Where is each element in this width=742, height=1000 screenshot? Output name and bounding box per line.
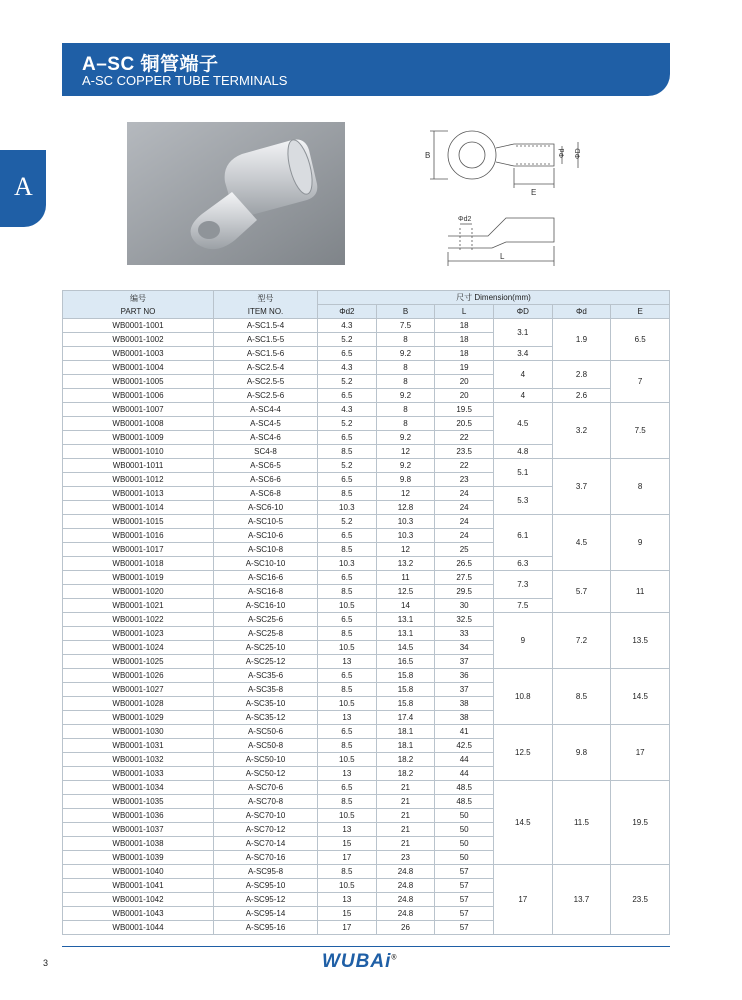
title-banner — [62, 43, 670, 96]
table-row — [63, 613, 670, 627]
L-cell: 24 — [435, 515, 494, 529]
part-no-cell: WB0001-1031 — [63, 739, 214, 753]
item-no-cell: A-SC6-5 — [214, 459, 318, 473]
L-cell: 23 — [435, 473, 494, 487]
table-row — [63, 361, 670, 375]
item-no-cell: A-SC4-4 — [214, 403, 318, 417]
part-no-cell: WB0001-1039 — [63, 851, 214, 865]
part-no-cell: WB0001-1019 — [63, 571, 214, 585]
B-cell: 9.8 — [376, 473, 435, 487]
part-no-cell: WB0001-1005 — [63, 375, 214, 389]
brand-logo: WUBAi® — [322, 951, 398, 972]
table-row — [63, 403, 670, 417]
B-cell: 23 — [376, 851, 435, 865]
item-no-cell: A-SC10-5 — [214, 515, 318, 529]
L-cell: 48.5 — [435, 795, 494, 809]
L-cell: 24 — [435, 501, 494, 515]
d2-cell: 10.5 — [318, 809, 377, 823]
B-cell: 14 — [376, 599, 435, 613]
part-no-cell: WB0001-1020 — [63, 585, 214, 599]
B-cell: 12 — [376, 543, 435, 557]
item-no-cell: A-SC95-8 — [214, 865, 318, 879]
E-cell: 8 — [611, 459, 670, 515]
footer-divider — [62, 946, 670, 947]
L-cell: 24 — [435, 487, 494, 501]
item-no-cell: A-SC50-6 — [214, 725, 318, 739]
L-cell: 42.5 — [435, 739, 494, 753]
item-no-cell: A-SC1.5-6 — [214, 347, 318, 361]
L-cell: 57 — [435, 907, 494, 921]
B-cell: 13.2 — [376, 557, 435, 571]
part-no-cell: WB0001-1021 — [63, 599, 214, 613]
d2-cell: 6.5 — [318, 781, 377, 795]
B-cell: 12.8 — [376, 501, 435, 515]
part-no-cell: WB0001-1042 — [63, 893, 214, 907]
d2-cell: 6.5 — [318, 431, 377, 445]
part-no-cell: WB0001-1035 — [63, 795, 214, 809]
d2-cell: 4.3 — [318, 319, 377, 333]
label-L: L — [500, 252, 505, 261]
col-d: Φd — [552, 305, 611, 319]
d2-cell: 5.2 — [318, 333, 377, 347]
B-cell: 10.3 — [376, 529, 435, 543]
part-no-cell: WB0001-1017 — [63, 543, 214, 557]
d2-cell: 13 — [318, 823, 377, 837]
table-row — [63, 781, 670, 795]
L-cell: 44 — [435, 753, 494, 767]
B-cell: 17.4 — [376, 711, 435, 725]
d-cell: 8.5 — [552, 669, 611, 725]
item-no-cell: A-SC35-6 — [214, 669, 318, 683]
B-cell: 18.1 — [376, 739, 435, 753]
D-cell: 4.8 — [493, 445, 552, 459]
item-no-cell: A-SC25-10 — [214, 641, 318, 655]
part-no-cell: WB0001-1033 — [63, 767, 214, 781]
D-cell: 5.3 — [493, 487, 552, 515]
item-no-cell: A-SC25-12 — [214, 655, 318, 669]
part-no-cell: WB0001-1007 — [63, 403, 214, 417]
D-cell: 9 — [493, 613, 552, 669]
D-cell: 4 — [493, 389, 552, 403]
d2-cell: 8.5 — [318, 795, 377, 809]
B-cell: 7.5 — [376, 319, 435, 333]
d-cell: 4.5 — [552, 515, 611, 571]
item-no-cell: A-SC50-10 — [214, 753, 318, 767]
part-no-cell: WB0001-1037 — [63, 823, 214, 837]
label-D: ΦD — [575, 148, 582, 159]
table-row — [63, 725, 670, 739]
L-cell: 50 — [435, 837, 494, 851]
part-no-cell: WB0001-1044 — [63, 921, 214, 935]
d2-cell: 5.2 — [318, 417, 377, 431]
table-row — [63, 515, 670, 529]
dimension-diagram — [420, 118, 590, 273]
L-cell: 26.5 — [435, 557, 494, 571]
L-cell: 20 — [435, 375, 494, 389]
item-no-cell: A-SC95-10 — [214, 879, 318, 893]
d2-cell: 10.5 — [318, 879, 377, 893]
section-letter: A — [14, 172, 33, 201]
d2-cell: 8.5 — [318, 865, 377, 879]
D-cell: 17 — [493, 865, 552, 935]
table-row — [63, 319, 670, 333]
B-cell: 9.2 — [376, 389, 435, 403]
L-cell: 37 — [435, 683, 494, 697]
L-cell: 33 — [435, 627, 494, 641]
D-cell: 3.1 — [493, 319, 552, 347]
item-no-cell: A-SC16-8 — [214, 585, 318, 599]
item-no-cell: A-SC2.5-5 — [214, 375, 318, 389]
part-no-cell: WB0001-1014 — [63, 501, 214, 515]
page-number: 3 — [43, 958, 49, 968]
part-no-cell: WB0001-1012 — [63, 473, 214, 487]
item-no-cell: A-SC4-5 — [214, 417, 318, 431]
part-no-cell: WB0001-1026 — [63, 669, 214, 683]
label-d: Φd — [559, 148, 566, 158]
B-cell: 15.8 — [376, 669, 435, 683]
d2-cell: 8.5 — [318, 683, 377, 697]
L-cell: 34 — [435, 641, 494, 655]
d2-cell: 5.2 — [318, 459, 377, 473]
part-no-cell: WB0001-1034 — [63, 781, 214, 795]
B-cell: 24.8 — [376, 893, 435, 907]
D-cell: 5.1 — [493, 459, 552, 487]
label-B: B — [425, 151, 431, 160]
item-no-cell: A-SC95-16 — [214, 921, 318, 935]
B-cell: 9.2 — [376, 431, 435, 445]
part-no-cell: WB0001-1009 — [63, 431, 214, 445]
B-cell: 16.5 — [376, 655, 435, 669]
d2-cell: 8.5 — [318, 543, 377, 557]
d2-cell: 6.5 — [318, 389, 377, 403]
d2-cell: 10.5 — [318, 697, 377, 711]
part-no-cell: WB0001-1016 — [63, 529, 214, 543]
E-cell: 19.5 — [611, 781, 670, 865]
part-no-cell: WB0001-1018 — [63, 557, 214, 571]
D-cell: 3.4 — [493, 347, 552, 361]
D-cell: 14.5 — [493, 781, 552, 865]
part-no-cell: WB0001-1029 — [63, 711, 214, 725]
d-cell: 3.2 — [552, 403, 611, 459]
part-no-cell: WB0001-1023 — [63, 627, 214, 641]
part-no-cell: WB0001-1032 — [63, 753, 214, 767]
part-no-cell: WB0001-1004 — [63, 361, 214, 375]
item-no-cell: A-SC6-6 — [214, 473, 318, 487]
B-cell: 15.8 — [376, 683, 435, 697]
L-cell: 48.5 — [435, 781, 494, 795]
part-no-cell: WB0001-1001 — [63, 319, 214, 333]
D-cell: 6.1 — [493, 515, 552, 557]
d2-cell: 8.5 — [318, 445, 377, 459]
col-D: ΦD — [493, 305, 552, 319]
d2-cell: 8.5 — [318, 487, 377, 501]
B-cell: 9.2 — [376, 459, 435, 473]
B-cell: 12.5 — [376, 585, 435, 599]
L-cell: 18 — [435, 347, 494, 361]
d-cell: 5.7 — [552, 571, 611, 613]
B-cell: 24.8 — [376, 879, 435, 893]
item-no-cell: A-SC35-12 — [214, 711, 318, 725]
section-tab — [0, 150, 46, 227]
B-cell: 18.1 — [376, 725, 435, 739]
item-no-cell: A-SC10-6 — [214, 529, 318, 543]
part-no-cell: WB0001-1027 — [63, 683, 214, 697]
item-no-cell: A-SC16-6 — [214, 571, 318, 585]
d2-cell: 4.3 — [318, 361, 377, 375]
table-row — [63, 459, 670, 473]
d2-cell: 13 — [318, 893, 377, 907]
L-cell: 30 — [435, 599, 494, 613]
col-E: E — [611, 305, 670, 319]
D-cell: 12.5 — [493, 725, 552, 781]
L-cell: 18 — [435, 333, 494, 347]
L-cell: 50 — [435, 851, 494, 865]
B-cell: 8 — [376, 361, 435, 375]
d2-cell: 15 — [318, 907, 377, 921]
B-cell: 24.8 — [376, 907, 435, 921]
d2-cell: 8.5 — [318, 627, 377, 641]
B-cell: 11 — [376, 571, 435, 585]
part-no-cell: WB0001-1015 — [63, 515, 214, 529]
part-no-cell: WB0001-1008 — [63, 417, 214, 431]
d2-cell: 6.5 — [318, 669, 377, 683]
item-no-cell: A-SC70-16 — [214, 851, 318, 865]
part-no-cell: WB0001-1006 — [63, 389, 214, 403]
item-no-cell: A-SC50-8 — [214, 739, 318, 753]
E-cell: 7.5 — [611, 403, 670, 459]
B-cell: 26 — [376, 921, 435, 935]
item-no-cell: A-SC6-8 — [214, 487, 318, 501]
title-cn: A–SC 铜管端子 — [82, 54, 219, 75]
item-no-cell: A-SC1.5-5 — [214, 333, 318, 347]
item-no-cell: A-SC10-8 — [214, 543, 318, 557]
B-cell: 12 — [376, 445, 435, 459]
item-no-cell: A-SC10-10 — [214, 557, 318, 571]
spec-table-body — [63, 319, 670, 935]
d2-cell: 6.5 — [318, 529, 377, 543]
item-no-cell: A-SC70-12 — [214, 823, 318, 837]
d2-cell: 10.5 — [318, 753, 377, 767]
L-cell: 41 — [435, 725, 494, 739]
d-cell: 9.8 — [552, 725, 611, 781]
d-cell: 2.6 — [552, 389, 611, 403]
L-cell: 20.5 — [435, 417, 494, 431]
L-cell: 19 — [435, 361, 494, 375]
dimension-header: 尺寸 Dimension(mm) — [318, 291, 670, 305]
d2-cell: 6.5 — [318, 613, 377, 627]
L-cell: 44 — [435, 767, 494, 781]
d2-cell: 13 — [318, 711, 377, 725]
item-no-cell: A-SC35-8 — [214, 683, 318, 697]
L-cell: 25 — [435, 543, 494, 557]
B-cell: 18.2 — [376, 767, 435, 781]
d-cell: 13.7 — [552, 865, 611, 935]
item-no-cell: A-SC35-10 — [214, 697, 318, 711]
E-cell: 6.5 — [611, 319, 670, 361]
d-cell: 3.7 — [552, 459, 611, 515]
L-cell: 38 — [435, 711, 494, 725]
d2-cell: 6.5 — [318, 571, 377, 585]
L-cell: 20 — [435, 389, 494, 403]
B-cell: 9.2 — [376, 347, 435, 361]
B-cell: 13.1 — [376, 627, 435, 641]
part-no-cell: WB0001-1043 — [63, 907, 214, 921]
B-cell: 24.8 — [376, 865, 435, 879]
L-cell: 50 — [435, 823, 494, 837]
d-cell: 11.5 — [552, 781, 611, 865]
L-cell: 38 — [435, 697, 494, 711]
part-no-cell: WB0001-1040 — [63, 865, 214, 879]
part-no-cell: WB0001-1025 — [63, 655, 214, 669]
d2-cell: 5.2 — [318, 515, 377, 529]
B-cell: 18.2 — [376, 753, 435, 767]
table-row — [63, 389, 670, 403]
part-no-cell: WB0001-1002 — [63, 333, 214, 347]
part-no-header: 编号 PART NO — [63, 291, 214, 319]
L-cell: 22 — [435, 431, 494, 445]
B-cell: 8 — [376, 333, 435, 347]
item-no-cell: A-SC70-6 — [214, 781, 318, 795]
part-no-cell: WB0001-1036 — [63, 809, 214, 823]
d2-cell: 4.3 — [318, 403, 377, 417]
d2-cell: 15 — [318, 837, 377, 851]
item-no-cell: A-SC70-14 — [214, 837, 318, 851]
d2-cell: 8.5 — [318, 585, 377, 599]
L-cell: 23.5 — [435, 445, 494, 459]
L-cell: 57 — [435, 879, 494, 893]
B-cell: 15.8 — [376, 697, 435, 711]
L-cell: 19.5 — [435, 403, 494, 417]
d2-cell: 13 — [318, 655, 377, 669]
item-no-cell: A-SC16-10 — [214, 599, 318, 613]
product-photo — [127, 122, 345, 265]
L-cell: 18 — [435, 319, 494, 333]
B-cell: 8 — [376, 417, 435, 431]
B-cell: 8 — [376, 403, 435, 417]
item-no-cell: SC4-8 — [214, 445, 318, 459]
item-no-cell: A-SC50-12 — [214, 767, 318, 781]
L-cell: 57 — [435, 921, 494, 935]
B-cell: 10.3 — [376, 515, 435, 529]
d2-cell: 6.5 — [318, 347, 377, 361]
part-no-cell: WB0001-1030 — [63, 725, 214, 739]
E-cell: 23.5 — [611, 865, 670, 935]
d2-cell: 6.5 — [318, 473, 377, 487]
D-cell: 10.8 — [493, 669, 552, 725]
B-cell: 13.1 — [376, 613, 435, 627]
B-cell: 21 — [376, 823, 435, 837]
E-cell: 7 — [611, 361, 670, 403]
d2-cell: 17 — [318, 921, 377, 935]
d2-cell: 13 — [318, 767, 377, 781]
B-cell: 21 — [376, 781, 435, 795]
col-B: B — [376, 305, 435, 319]
L-cell: 32.5 — [435, 613, 494, 627]
B-cell: 12 — [376, 487, 435, 501]
B-cell: 21 — [376, 809, 435, 823]
part-no-cell: WB0001-1013 — [63, 487, 214, 501]
L-cell: 22 — [435, 459, 494, 473]
D-cell: 6.3 — [493, 557, 552, 571]
E-cell: 17 — [611, 725, 670, 781]
part-no-cell: WB0001-1010 — [63, 445, 214, 459]
B-cell: 8 — [376, 375, 435, 389]
D-cell: 7.3 — [493, 571, 552, 599]
table-row — [63, 865, 670, 879]
table-row — [63, 571, 670, 585]
label-d2: Φd2 — [458, 216, 472, 223]
L-cell: 27.5 — [435, 571, 494, 585]
d2-cell: 10.5 — [318, 641, 377, 655]
L-cell: 57 — [435, 865, 494, 879]
item-no-cell: A-SC2.5-4 — [214, 361, 318, 375]
part-no-cell: WB0001-1022 — [63, 613, 214, 627]
part-no-cell: WB0001-1041 — [63, 879, 214, 893]
d-cell: 1.9 — [552, 319, 611, 361]
L-cell: 50 — [435, 809, 494, 823]
B-cell: 21 — [376, 837, 435, 851]
part-no-cell: WB0001-1003 — [63, 347, 214, 361]
item-no-cell: A-SC95-12 — [214, 893, 318, 907]
L-cell: 24 — [435, 529, 494, 543]
label-E: E — [531, 188, 537, 197]
item-no-cell: A-SC4-6 — [214, 431, 318, 445]
d2-cell: 8.5 — [318, 739, 377, 753]
d2-cell: 5.2 — [318, 375, 377, 389]
E-cell: 11 — [611, 571, 670, 613]
d2-cell: 10.3 — [318, 557, 377, 571]
table-row — [63, 669, 670, 683]
part-no-cell: WB0001-1011 — [63, 459, 214, 473]
L-cell: 36 — [435, 669, 494, 683]
col-L: L — [435, 305, 494, 319]
item-no-cell: A-SC25-6 — [214, 613, 318, 627]
col-d2: Φd2 — [318, 305, 377, 319]
d2-cell: 10.5 — [318, 599, 377, 613]
B-cell: 14.5 — [376, 641, 435, 655]
d2-cell: 6.5 — [318, 725, 377, 739]
spec-table — [62, 290, 670, 935]
E-cell: 9 — [611, 515, 670, 571]
L-cell: 29.5 — [435, 585, 494, 599]
item-no-cell: A-SC70-10 — [214, 809, 318, 823]
title-en: A-SC COPPER TUBE TERMINALS — [82, 73, 288, 88]
item-no-cell: A-SC70-8 — [214, 795, 318, 809]
B-cell: 21 — [376, 795, 435, 809]
E-cell: 13.5 — [611, 613, 670, 669]
D-cell: 7.5 — [493, 599, 552, 613]
E-cell: 14.5 — [611, 669, 670, 725]
item-no-header: 型号 ITEM NO. — [214, 291, 318, 319]
item-no-cell: A-SC95-14 — [214, 907, 318, 921]
part-no-cell: WB0001-1024 — [63, 641, 214, 655]
D-cell: 4.5 — [493, 403, 552, 445]
D-cell: 4 — [493, 361, 552, 389]
d-cell: 2.8 — [552, 361, 611, 389]
part-no-cell: WB0001-1038 — [63, 837, 214, 851]
item-no-cell: A-SC2.5-6 — [214, 389, 318, 403]
L-cell: 37 — [435, 655, 494, 669]
d2-cell: 10.3 — [318, 501, 377, 515]
item-no-cell: A-SC25-8 — [214, 627, 318, 641]
d2-cell: 17 — [318, 851, 377, 865]
d-cell: 7.2 — [552, 613, 611, 669]
item-no-cell: A-SC1.5-4 — [214, 319, 318, 333]
L-cell: 57 — [435, 893, 494, 907]
item-no-cell: A-SC6-10 — [214, 501, 318, 515]
part-no-cell: WB0001-1028 — [63, 697, 214, 711]
